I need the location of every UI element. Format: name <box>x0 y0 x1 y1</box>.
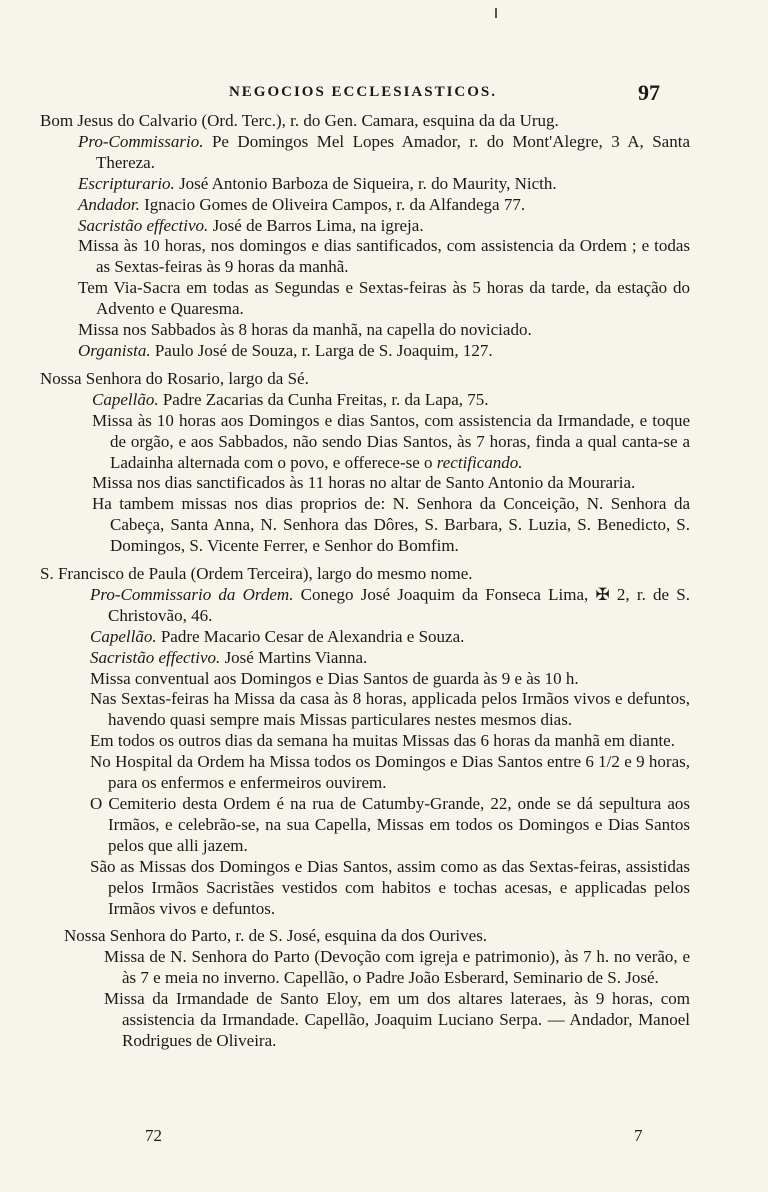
role-label: Pro-Commissario da Ordem. <box>90 584 294 604</box>
section-nossa-senhora-do-rosario <box>40 369 690 557</box>
role-label: Andador. <box>78 194 140 214</box>
list-item: Missa nos Sabbados às 8 horas da manhã, na capella do noviciado. <box>78 320 532 340</box>
role-label: Sacristão effectivo. <box>90 647 221 667</box>
list-item: Pro-Commissario. Pe Domingos Mel Lopes Amador, r. do Mont'Alegre, 3 A, Santa Thereza. <box>78 131 690 172</box>
list-item: Sacristão effectivo. José de Barros Lima, na igreja. <box>78 215 424 235</box>
section-bom-jesus-do-calvario <box>40 111 690 362</box>
print-mark <box>495 8 497 18</box>
signature-mark-left: 72 <box>145 1126 162 1145</box>
section-heading: Nossa Senhora do Rosario, largo da Sé. <box>40 368 309 388</box>
document-body <box>40 111 690 1052</box>
list-item: Organista. Paulo José de Souza, r. Larga de S. Joaquim, 127. <box>78 340 493 360</box>
list-item: Sacristão effectivo. José Martins Vianna. <box>90 647 368 667</box>
role-label: Sacristão effectivo. <box>78 215 209 235</box>
section-s-francisco-de-paula <box>40 564 690 919</box>
role-label: Capellão. <box>92 389 159 409</box>
list-item: Missa nos dias sanctificados às 11 horas no altar de Santo Antonio da Mouraria. <box>92 473 636 493</box>
list-item: Missa às 10 horas aos Domingos e dias Santos, com assistencia da Irmandade, e toque de orgão, e aos Sabbados, não sendo Dias Santos, às 7 horas, finda a qual canta-se a Ladainha alternada com o povo, e offerece-se o rectificando. <box>92 410 690 472</box>
section-heading: S. Francisco de Paula (Ordem Terceira), largo do mesmo nome. <box>40 564 473 584</box>
signature-mark-right: 7 <box>634 1126 643 1145</box>
role-label: Pro-Commissario. <box>78 131 204 151</box>
list-item: Capellão. Padre Macario Cesar de Alexandria e Souza. <box>90 626 465 646</box>
section-heading: Bom Jesus do Calvario (Ord. Terc.), r. do Gen. Camara, esquina da da Urug. <box>40 111 559 130</box>
running-header-title: NEGOCIOS ECCLESIASTICOS. <box>228 84 498 100</box>
list-item: Escripturario. José Antonio Barboza de Siqueira, r. do Maurity, Nicth. <box>78 173 557 193</box>
page-number: 97 <box>638 80 660 105</box>
list-item: Missa às 10 horas, nos domingos e dias santificados, com assistencia da Ordem ; e todas as Sextas-feiras às 9 horas da manhã. <box>78 236 690 277</box>
list-item: Capellão. Padre Zacarias da Cunha Freitas, r. da Lapa, 75. <box>92 389 489 409</box>
list-item: No Hospital da Ordem ha Missa todos os Domingos e Dias Santos entre 6 1/2 e 9 horas, para os enfermos e enfermeiros ouvirem. <box>90 752 690 793</box>
list-item: Missa de N. Senhora do Parto (Devoção com igreja e patrimonio), às 7 h. no verão, e às 7 e meia no inverno. Capellão, o Padre João Esberard, Seminario de S. José. <box>104 947 690 988</box>
list-item: Pro-Commissario da Ordem. Conego José Joaquim da Fonseca Lima, ✠ 2, r. de S. Christovão, 46. <box>90 584 690 625</box>
role-label: Escripturario. <box>78 173 175 193</box>
list-item: Andador. Ignacio Gomes de Oliveira Campos, r. da Alfandega 77. <box>78 194 526 214</box>
list-item: Ha tambem missas nos dias proprios de: N. Senhora da Conceição, N. Senhora da Cabeça, Santa Anna, N. Senhora das Dôres, S. Barbara, S. Luzia, S. Benedicto, S. Domingos, S. Vicente Ferrer, e Senhor do Bomfim. <box>92 494 690 556</box>
section-heading: Nossa Senhora do Parto, r. de S. José, esquina da dos Ourives. <box>64 926 488 946</box>
role-label: Organista. <box>78 340 151 360</box>
role-label: Capellão. <box>90 626 157 646</box>
list-item: Missa conventual aos Domingos e Dias Santos de guarda às 9 e às 10 h. <box>90 668 579 688</box>
list-item: Missa da Irmandade de Santo Eloy, em um dos altares lateraes, às 9 horas, com assistencia da Irmandade. Capellão, Joaquim Luciano Serpa. — Andador, Manoel Rodrigues de Oliveira. <box>104 989 690 1050</box>
list-item: O Cemiterio desta Ordem é na rua de Catumby-Grande, 22, onde se dá sepultura aos Irmãos, e celebrão-se, na sua Capella, Missas em todos os Domingos e Dias Santos pelos que alli jazem. <box>90 794 690 855</box>
section-nossa-senhora-do-parto <box>40 926 690 1051</box>
list-item: Em todos os outros dias da semana ha muitas Missas das 6 horas da manhã em diante. <box>90 731 675 751</box>
italic-term: rectificando. <box>436 452 523 472</box>
list-item: São as Missas dos Domingos e Dias Santos, assim como as das Sextas-feiras, assistidas pelos Irmãos Sacristães vestidos com habitos e tochas acesas, e applicadas pelos Irmãos vivos e defuntos. <box>90 856 690 918</box>
list-item: Nas Sextas-feiras ha Missa da casa às 8 horas, applicada pelos Irmãos vivos e defuntos, havendo quasi sempre mais Missas particulares nestes mesmos dias. <box>90 689 690 730</box>
list-item: Tem Via-Sacra em todas as Segundas e Sextas-feiras às 5 horas da tarde, da estação do Advento e Quaresma. <box>78 278 690 319</box>
